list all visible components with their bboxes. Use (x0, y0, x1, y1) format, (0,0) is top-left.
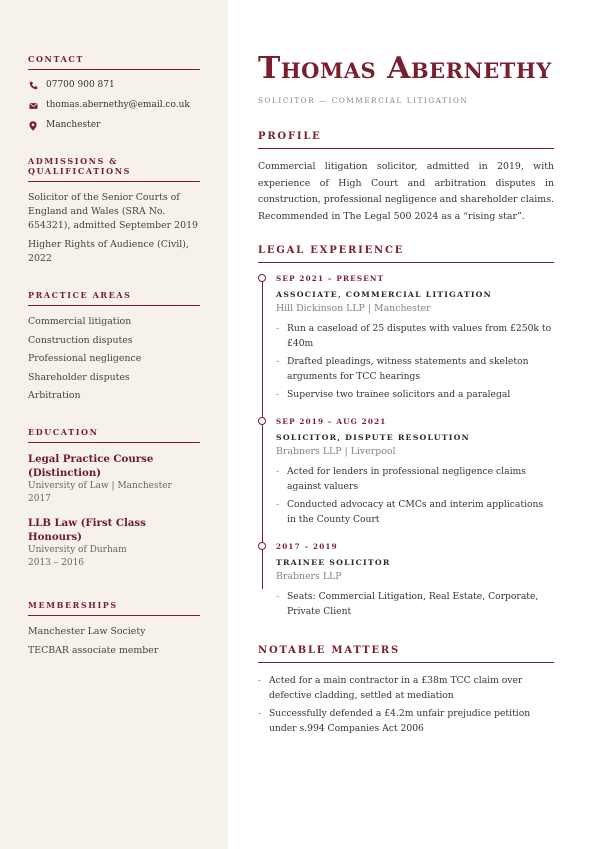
practice-area-item: Arbitration (28, 390, 81, 402)
job-bullets (276, 321, 554, 402)
experience-section (258, 245, 554, 619)
education-entry (28, 452, 200, 506)
education-years: 2013 – 2016 (28, 558, 85, 569)
job-entry (276, 273, 554, 402)
admissions-section (28, 156, 200, 266)
job-bullet: - Supervise two trainee solicitors and a paralegal (276, 387, 554, 402)
job-date: SEP 2019 – AUG 2021 (276, 417, 387, 426)
notable-matter-item: - Acted for a main contractor in a £38m TCC claim over defective cladding, settled at mediation (258, 673, 554, 703)
notable-matter-item: - Successfully defended a £4.2m unfair prejudice petition under s.994 Companies Act 2006 (258, 706, 554, 736)
education-section (28, 427, 200, 570)
profile-section (258, 131, 554, 225)
contact-phone (28, 79, 200, 92)
envelope-icon (28, 101, 38, 111)
education-title: Legal Practice Course (Distinction) (28, 453, 154, 480)
job-bullet: - Run a caseload of 25 disputes with values from £250k to £40m (276, 321, 554, 351)
location-text: Manchester (46, 120, 101, 130)
membership-item: TECBAR associate member (28, 644, 159, 656)
sidebar (0, 0, 228, 849)
candidate-tagline: SOLICITOR — COMMERCIAL LITIGATION (258, 96, 469, 105)
profile-text: Commercial litigation solicitor, admitted in 2019, with experience of High Court and arbitration disputes in construction, professional negligence and shareholder claims. Recommended in The Legal 500 2024 as a “rising star”. (258, 161, 554, 222)
job-entry (276, 416, 554, 527)
education-heading: EDUCATION (28, 427, 200, 443)
candidate-name: Thomas Abernethy (258, 51, 552, 86)
admission-item: Solicitor of the Senior Courts of England and Wales (SRA No. 654321), admitted September 2019 (28, 192, 198, 231)
job-bullet: - Conducted advocacy at CMCs and interim applications in the County Court (276, 497, 554, 527)
membership-item: Manchester Law Society (28, 626, 146, 638)
notable-matters-heading: NOTABLE MATTERS (258, 645, 554, 663)
profile-heading: PROFILE (258, 131, 554, 149)
job-bullets (276, 464, 554, 527)
practice-area-item: Construction disputes (28, 334, 133, 346)
contact-location (28, 119, 200, 132)
education-school: University of Durham (28, 545, 127, 556)
cv-header (258, 52, 554, 105)
practice-areas-heading: PRACTICE AREAS (28, 290, 200, 306)
experience-heading: LEGAL EXPERIENCE (258, 245, 554, 263)
job-org: Brabners LLP (276, 571, 342, 582)
timeline-dot (258, 274, 266, 282)
timeline-dot (258, 417, 266, 425)
job-entry (276, 541, 554, 619)
job-bullets (276, 589, 554, 619)
notable-matters-list (258, 673, 554, 736)
job-title: TRAINEE SOLICITOR (276, 558, 391, 567)
contact-heading: CONTACT (28, 54, 200, 70)
education-years: 2017 (28, 494, 51, 505)
job-date: 2017 – 2019 (276, 542, 338, 551)
job-org: Brabners LLP | Liverpool (276, 446, 396, 457)
job-bullet: - Drafted pleadings, witness statements and skeleton arguments for TCC hearings (276, 354, 554, 384)
job-title: SOLICITOR, DISPUTE RESOLUTION (276, 433, 470, 442)
notable-matters-section (258, 645, 554, 736)
experience-timeline (258, 273, 554, 619)
education-title: LLB Law (First Class Honours) (28, 517, 146, 544)
memberships-heading: MEMBERSHIPS (28, 600, 200, 616)
practice-area-item: Commercial litigation (28, 316, 132, 327)
education-school: University of Law | Manchester (28, 481, 172, 492)
job-bullet: - Acted for lenders in professional negligence claims against valuers (276, 464, 554, 494)
phone-text[interactable]: 07700 900 871 (46, 80, 115, 90)
practice-area-item: Professional negligence (28, 353, 142, 365)
email-text[interactable]: thomas.abernethy@email.co.uk (46, 100, 190, 110)
contact-email (28, 99, 200, 112)
job-date: SEP 2021 – PRESENT (276, 274, 385, 283)
job-bullet: - Seats: Commercial Litigation, Real Estate, Corporate, Private Client (276, 589, 554, 619)
memberships-section (28, 600, 200, 658)
practice-area-item: Shareholder disputes (28, 371, 130, 383)
phone-icon (28, 81, 38, 91)
contact-section (28, 54, 200, 132)
map-pin-icon (28, 121, 38, 131)
practice-areas-section (28, 290, 200, 403)
education-entry (28, 516, 200, 570)
timeline-dot (258, 542, 266, 550)
admissions-heading: ADMISSIONS & QUALIFICATIONS (28, 156, 200, 182)
main-content (228, 0, 600, 849)
job-title: ASSOCIATE, COMMERCIAL LITIGATION (276, 290, 492, 299)
admission-item: Higher Rights of Audience (Civil), 2022 (28, 239, 189, 264)
job-org: Hill Dickinson LLP | Manchester (276, 303, 431, 314)
